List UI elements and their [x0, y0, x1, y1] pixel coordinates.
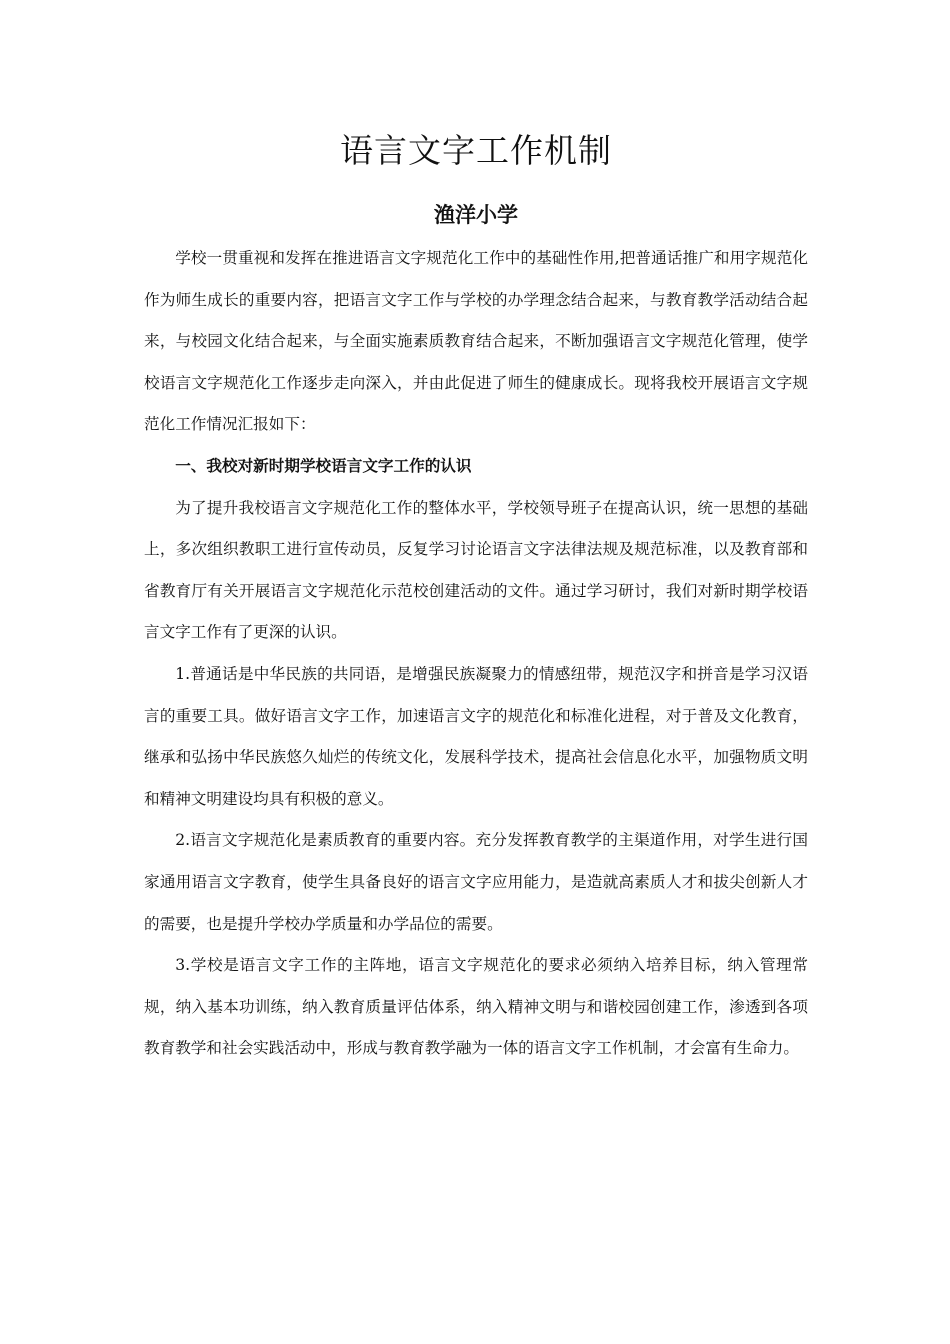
intro-paragraph: 学校一贯重视和发挥在推进语言文字规范化工作中的基础性作用,把普通话推广和用字规范化作为师生成长的重要内容，把语言文字工作与学校的办学理念结合起来，与教育教学活动结合起来，与校园文化结合起来，与全面实施素质教育结合起来，不断加强语言文字规范化管理，使学校语言文字规范化工作逐步走向深入，并由此促进了师生的健康成长。现将我校开展语言文字规范化工作情况汇报如下： — [144, 249, 808, 434]
section-heading: 一、我校对新时期学校语言文字工作的认识 — [175, 456, 472, 475]
point-2-paragraph: 2.语言文字规范化是素质教育的重要内容。充分发挥教育教学的主渠道作用，对学生进行国家通用语言文字教育，使学生具备良好的语言文字应用能力，是造就高素质人才和拔尖创新人才的需要，也是提升学校办学质量和办学品位的需要。 — [144, 831, 808, 933]
section-paragraph: 为了提升我校语言文字规范化工作的整体水平，学校领导班子在提高认识，统一思想的基础上，多次组织教职工进行宣传动员，反复学习讨论语言文字法律法规及规范标准，以及教育部和省教育厅有关开展语言文字规范化示范校创建活动的文件。通过学习研讨，我们对新时期学校语言文字工作有了更深的认识。 — [144, 498, 808, 642]
document-body — [144, 238, 808, 1070]
document-title: 语言文字工作机制 — [340, 131, 612, 170]
point-3-paragraph: 3.学校是语言文字工作的主阵地，语言文字规范化的要求必须纳入培养目标，纳入管理常规，纳入基本功训练，纳入教育质量评估体系，纳入精神文明与和谐校园创建工作，渗透到各项教育教学和社会实践活动中，形成与教育教学融为一体的语言文字工作机制，才会富有生命力。 — [144, 956, 808, 1058]
document-subtitle: 渔洋小学 — [434, 202, 518, 227]
point-1-paragraph: 1.普通话是中华民族的共同语，是增强民族凝聚力的情感纽带，规范汉字和拼音是学习汉语言的重要工具。做好语言文字工作，加速语言文字的规范化和标准化进程，对于普及文化教育，继承和弘扬中华民族悠久灿烂的传统文化，发展科学技术，提高社会信息化水平，加强物质文明和精神文明建设均具有积极的意义。 — [144, 664, 808, 808]
